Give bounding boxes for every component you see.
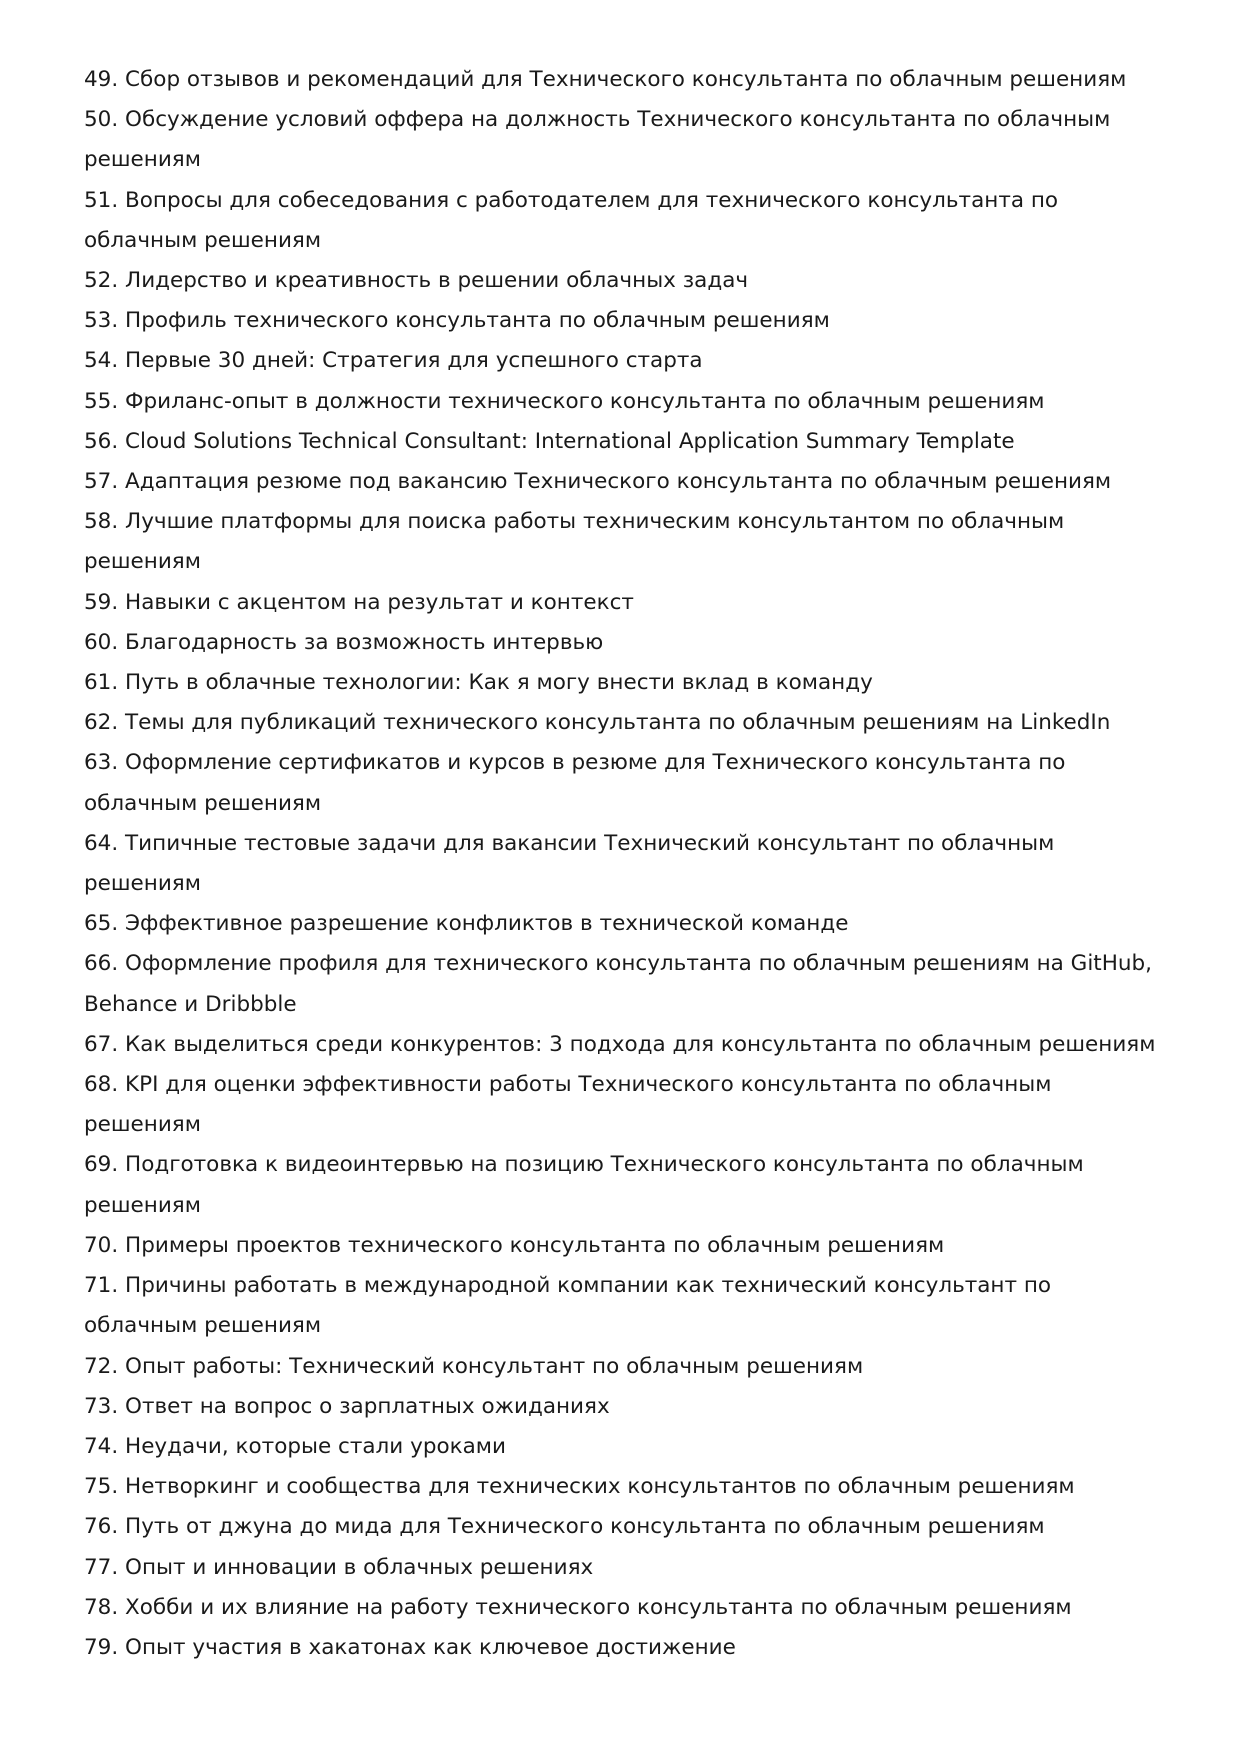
list-item: 53. Профиль технического консультанта по облачным решениям	[84, 308, 830, 334]
list-item: 57. Адаптация резюме под вакансию Технического консультанта по облачным решениям	[84, 469, 1112, 495]
document-page	[84, 60, 1164, 1668]
list-item: 68. KPI для оценки эффективности работы Технического консультанта по облачным решениям	[84, 1072, 1052, 1138]
list-item: 79. Опыт участия в хакатонах как ключевое достижение	[84, 1634, 736, 1660]
list-item: 76. Путь от джуна до мида для Технического консультанта по облачным решениям	[84, 1514, 1045, 1540]
list-item: 49. Сбор отзывов и рекомендаций для Технического консультанта по облачным решениям	[84, 67, 1127, 92]
list-item: 60. Благодарность за возможность интервью	[84, 629, 604, 655]
list-item: 62. Темы для публикаций технического консультанта по облачным решениям на LinkedIn	[84, 710, 1111, 736]
list-item: 56. Cloud Solutions Technical Consultant: International Application Summary Template	[84, 428, 1015, 454]
list-item: 70. Примеры проектов технического консультанта по облачным решениям	[84, 1232, 945, 1258]
list-item: 61. Путь в облачные технологии: Как я могу внести вклад в команду	[84, 670, 873, 696]
list-item: 66. Оформление профиля для технического консультанта по облачным решениям на GitHub, Behance и Dribbble	[84, 951, 1152, 1017]
list-item: 51. Вопросы для собеседования с работодателем для технического консультанта по облачным решениям	[84, 187, 1059, 253]
list-item: 58. Лучшие платформы для поиска работы техническим консультантом по облачным решениям	[84, 509, 1065, 575]
topic-list	[84, 60, 1164, 1668]
list-item: 64. Типичные тестовые задачи для вакансии Технический консультант по облачным решениям	[84, 830, 1055, 897]
list-item: 67. Как выделиться среди конкурентов: 3 подхода для консультанта по облачным решениям	[84, 1031, 1156, 1057]
list-item: 50. Обсуждение условий оффера на должность Технического консультанта по облачным решениям	[84, 107, 1111, 173]
list-item: 74. Неудачи, которые стали уроками	[84, 1433, 506, 1459]
list-item: 52. Лидерство и креативность в решении облачных задач	[84, 268, 749, 294]
list-item: 63. Оформление сертификатов и курсов в резюме для Технического консультанта по облачным решениям	[84, 750, 1066, 816]
list-item: 54. Первые 30 дней: Стратегия для успешного старта	[84, 348, 703, 374]
list-item: 77. Опыт и инновации в облачных решениях	[84, 1554, 594, 1580]
list-item: 55. Фриланс-опыт в должности технического консультанта по облачным решениям	[84, 388, 1045, 414]
list-item: 78. Хобби и их влияние на работу технического консультанта по облачным решениям	[84, 1594, 1072, 1620]
list-item: 69. Подготовка к видеоинтервью на позицию Технического консультанта по облачным решениям	[84, 1152, 1084, 1218]
list-item: 75. Нетворкинг и сообщества для технических консультантов по облачным решениям	[84, 1474, 1075, 1500]
list-item: 72. Опыт работы: Технический консультант по облачным решениям	[84, 1353, 864, 1379]
list-item: 59. Навыки с акцентом на результат и контекст	[84, 589, 634, 615]
list-item: 71. Причины работать в международной компании как технический консультант по облачным решениям	[84, 1273, 1052, 1339]
list-item: 65. Эффективное разрешение конфликтов в технической команде	[84, 911, 849, 937]
list-item: 73. Ответ на вопрос о зарплатных ожиданиях	[84, 1393, 610, 1419]
